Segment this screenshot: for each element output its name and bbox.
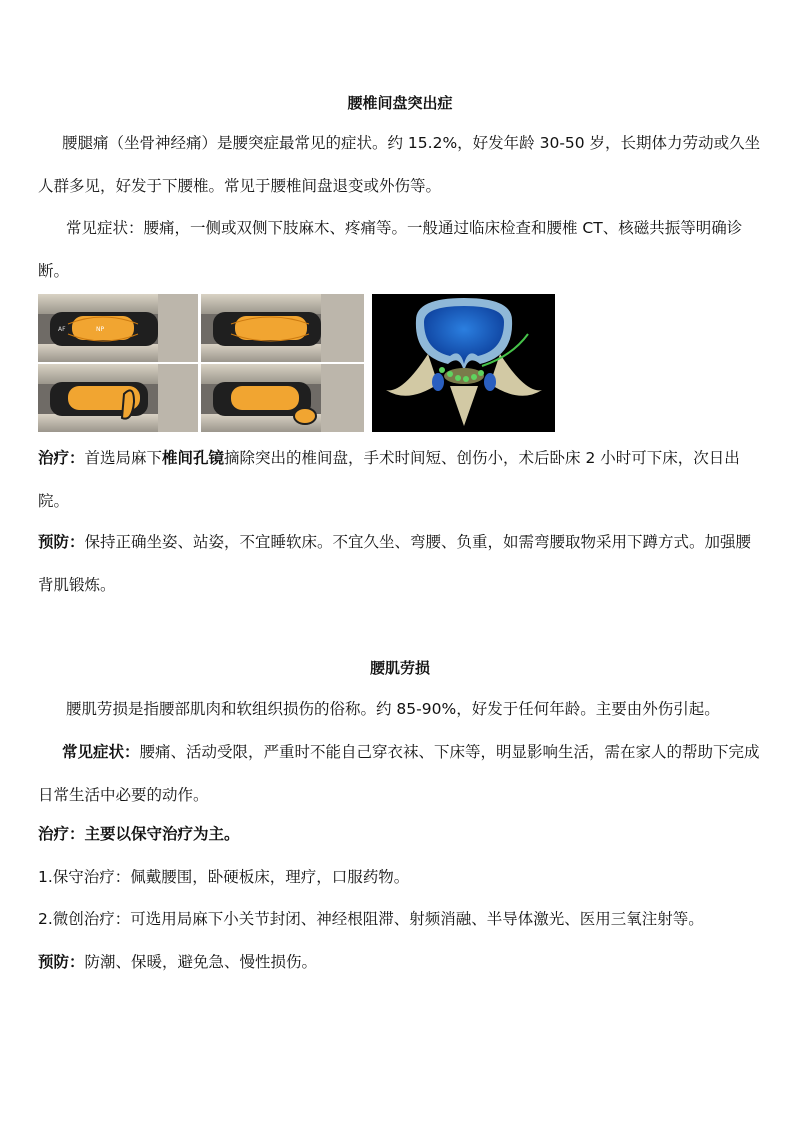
section2-treatment-text: 主要以保守治疗为主。: [84, 825, 240, 843]
disc-figure-normal: [38, 294, 198, 362]
section2-symptoms-label: 常见症状：: [62, 743, 140, 761]
section1-treatment-bold: 椎间孔镜: [162, 449, 225, 467]
label-np: NP: [96, 326, 105, 333]
section2-symptoms-text: 腰痛、活动受限，严重时不能自己穿衣袜、下床等，明显影响生活，需在家人的帮助下完成日常生活中必要的动作。: [38, 743, 760, 804]
section1-prevention-paragraph: [38, 521, 766, 607]
section2-item-minimally-invasive: 2.微创治疗：可选用局麻下小关节封闭、神经根阻滞、射频消融、半导体激光、医用三氧注射等。: [38, 910, 704, 928]
section2-item-conservative: 1.保守治疗：佩戴腰围，卧硬板床，理疗，口服药物。: [38, 868, 410, 886]
section2-prevention-label: 预防：: [38, 953, 85, 971]
section2-prevention-text: 防潮、保暖，避免急、慢性损伤。: [84, 953, 318, 971]
disc-figure-herniation: [201, 364, 364, 432]
disc-figure-degenerate: [201, 294, 364, 362]
section2-prevention-paragraph: [38, 941, 766, 984]
section2-title: 腰肌劳损: [369, 659, 430, 677]
section1-treatment-post: 摘除突出的椎间盘，手术时间短、创伤小，术后卧床 2 小时可下床，次日出院。: [38, 449, 740, 510]
section1-treatment-paragraph: [38, 437, 766, 523]
section1-treatment-label: 治疗：: [38, 449, 85, 467]
label-af: AF: [58, 326, 66, 333]
section1-intro-paragraph: 腰腿痛（坐骨神经痛）是腰突症最常见的症状。约 15.2%，好发年龄 30-50 岁，长期体力劳动或久坐人群多见，好发于下腰椎。常见于腰椎间盘退变或外伤等。: [38, 134, 761, 195]
section1-treatment-pre: 首选局麻下: [84, 449, 163, 467]
vertebra-axial-figure: [372, 294, 555, 432]
disc-figure-protrusion: [38, 364, 198, 432]
section1-prevention-label: 预防：: [38, 533, 85, 551]
section2-intro-paragraph: 腰肌劳损是指腰部肌肉和软组织损伤的俗称。约 85-90%，好发于任何年龄。主要由外伤引起。: [66, 700, 720, 718]
section1-prevention-text: 保持正确坐姿、站姿，不宜睡软床。不宜久坐、弯腰、负重，如需弯腰取物采用下蹲方式。加强腰背肌锻炼。: [38, 533, 752, 594]
section1-symptoms-paragraph: 常见症状：腰痛，一侧或双侧下肢麻木、疼痛等。一般通过临床检查和腰椎 CT、核磁共振等明确诊断。: [38, 219, 743, 280]
section2-symptoms-paragraph: [38, 731, 766, 817]
section2-treatment-label: 治疗：: [38, 825, 85, 843]
section2-treatment-paragraph: [38, 813, 766, 856]
section1-title: 腰椎间盘突出症: [347, 94, 453, 112]
